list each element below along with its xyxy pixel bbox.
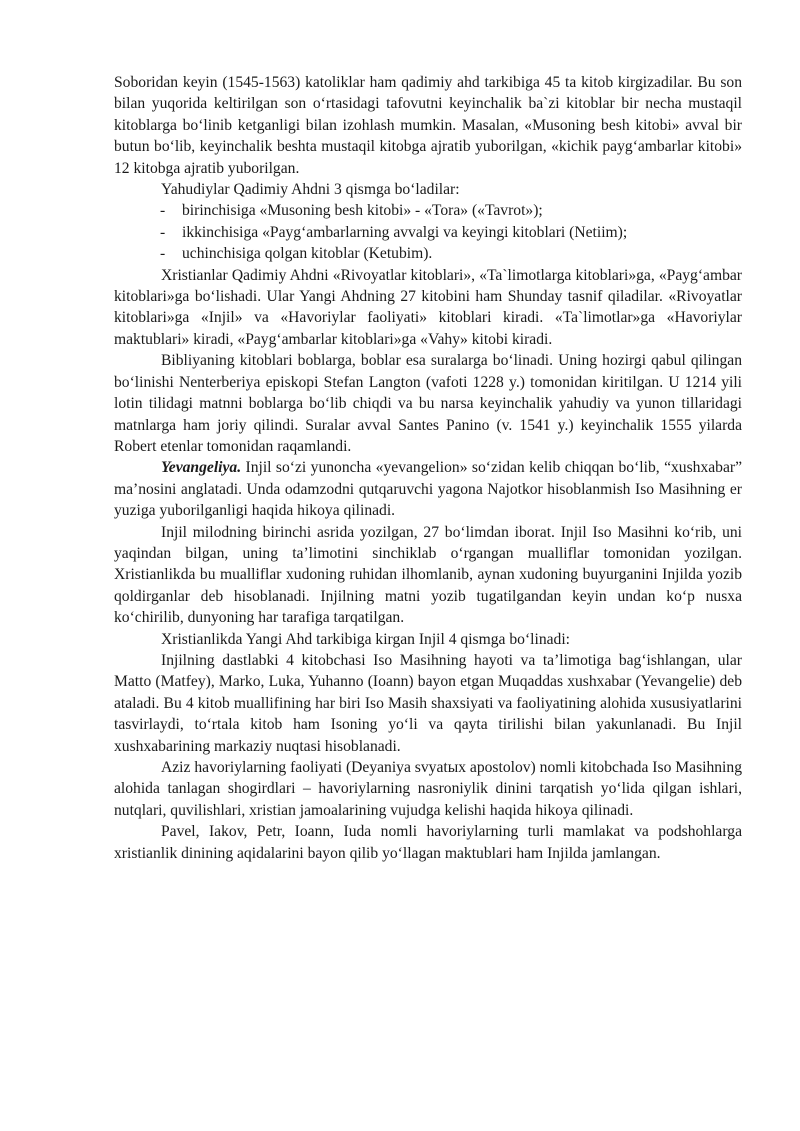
document-page xyxy=(114,72,742,864)
list-marker: - xyxy=(160,245,166,263)
paragraph-6: Injil milodning birinchi asrida yozilgan, 27 bo‘limdan iborat. Injil Iso Masihni ko‘rib, uni yaqindan bilgan, uning ta’limotini sinchiklab o‘rgangan mualliflar tomonidan yozilgan. Xristianlikda bu mualliflar xudoning ruhidan ilhomlanib, aynan xudoning buyurganini Injilda yozib qoldirganlar deb hisoblanadi. Injilning matni yozib tugatilgandan keyin undan ko‘p nusxa ko‘chirilib, dunyoning har tarafiga tarqatilgan. xyxy=(114,523,742,627)
paragraph-10: Pavel, Iakov, Petr, Ioann, Iuda nomli havoriylarning turli mamlakat va podshohlarga xristianlik dinining aqidalarini bayon qilib yo‘llagan maktublari ham Injilda jamlangan. xyxy=(114,823,742,862)
paragraph-5 xyxy=(114,457,742,521)
paragraph-5-text: Injil so‘zi yunoncha «yevangelion» so‘zidan kelib chiqqan bo‘lib, “xushxabar” ma’nosini anglatadi. Unda odamzodni qutqaruvchi yagona Najotkor hisoblanmish Iso Masihning er yuziga yuborilganligi haqida hikoya qilinadi. xyxy=(114,459,742,520)
paragraph-7: Xristianlikda Yangi Ahd tarkibiga kirgan Injil 4 qismga bo‘linadi: xyxy=(161,630,571,648)
term-yevangeliya: Yevangeliya. xyxy=(161,459,242,477)
paragraph-8: Injilning dastlabki 4 kitobchasi Iso Masihning hayoti va ta’limotiga bag‘ishlangan, ular Matto (Matfey), Marko, Luka, Yuhanno (Ioann) bayon etgan Muqaddas xushxabar (Yevangelie) deb ataladi. Bu 4 kitob muallifining har biri Iso Masih shaxsiyati va faoliyatining alohida xususiyatlarini tasvirlaydi, to‘rtala kitob ham Isoning yo‘li va qayta tirilishi bilan yakunlanadi. Bu Injil xushxabarining markaziy nuqtasi hisoblanadi. xyxy=(114,651,742,755)
division-list xyxy=(114,200,742,264)
list-marker: - xyxy=(160,223,166,241)
paragraph-2: Yahudiylar Qadimiy Ahdni 3 qismga bo‘ladilar: xyxy=(161,181,460,199)
paragraph-9: Aziz havoriylarning faoliyati (Deyaniya svyatыx apostolov) nomli kitobchada Iso Masihning alohida tanlagan shogirdlari – havoriylarning nasroniylik dinini tarqatish yo‘lida qilgan ishlari, nutqlari, quvilishlari, xristian jamoalarining vujudga kelishi haqida hikoya qilinadi. xyxy=(114,759,742,819)
list-item-text: birinchisiga «Musoning besh kitobi» - «Tora» («Tavrot»); xyxy=(182,202,543,220)
paragraph-3: Xristianlar Qadimiy Ahdni «Rivoyatlar kitoblari», «Ta`limotlarga kitoblari»ga, «Payg‘ambar kitoblari»ga bo‘lishadi. Ular Yangi Ahdning 27 kitobini ham Shunday tasnif qiladilar. «Rivoyatlar kitoblari»ga «Injil» va «Havoriylar faoliyati» kitoblari kiradi. «Ta`limotlar»ga «Havoriylar maktublari» kiradi, «Payg‘ambarlar kitoblari»ga «Vahy» kitobi kiradi. xyxy=(114,266,742,348)
list-item-text: ikkinchisiga «Payg‘ambarlarning avvalgi va keyingi kitoblari (Netiim); xyxy=(182,223,628,241)
paragraph-1: Soboridan keyin (1545-1563) katoliklar ham qadimiy ahd tarkibiga 45 ta kitob kirgizadilar. Bu son bilan yuqorida keltirilgan son o‘rtasidagi tafovutni keyinchalik ba`zi kitoblar bir necha mustaqil kitoblarga bo‘linib ketganligi bilan izohlash mumkin. Masalan, «Musoning besh kitobi» avval bir butun bo‘lib, keyinchalik beshta mustaqil kitobga ajratib yuborilgan, «kichik payg‘ambarlar kitobi» 12 kitobga ajratib yuborilgan. xyxy=(114,74,742,177)
list-item xyxy=(114,222,742,243)
list-marker: - xyxy=(160,202,166,220)
paragraph-4: Bibliyaning kitoblari boblarga, boblar esa suralarga bo‘linadi. Uning hozirgi qabul qilingan bo‘linishi Nenterberiya episkopi Stefan Langton (vafoti 1228 y.) tomonidan kiritilgan. U 1214 yili lotin tilidagi matnni boblarga bo‘lib chiqdi va bu narsa keyinchalik yahudiy va yunon tillaridagi matnlarga ham joriy qilindi. Suralar avval Santes Panino (v. 1541 y.) keyinchalik 1555 yilarda Robert etenlar tomonidan raqamlandi. xyxy=(114,352,742,455)
list-item xyxy=(114,243,742,264)
list-item-text: uchinchisiga qolgan kitoblar (Ketubim). xyxy=(182,245,433,263)
list-item xyxy=(114,200,742,221)
